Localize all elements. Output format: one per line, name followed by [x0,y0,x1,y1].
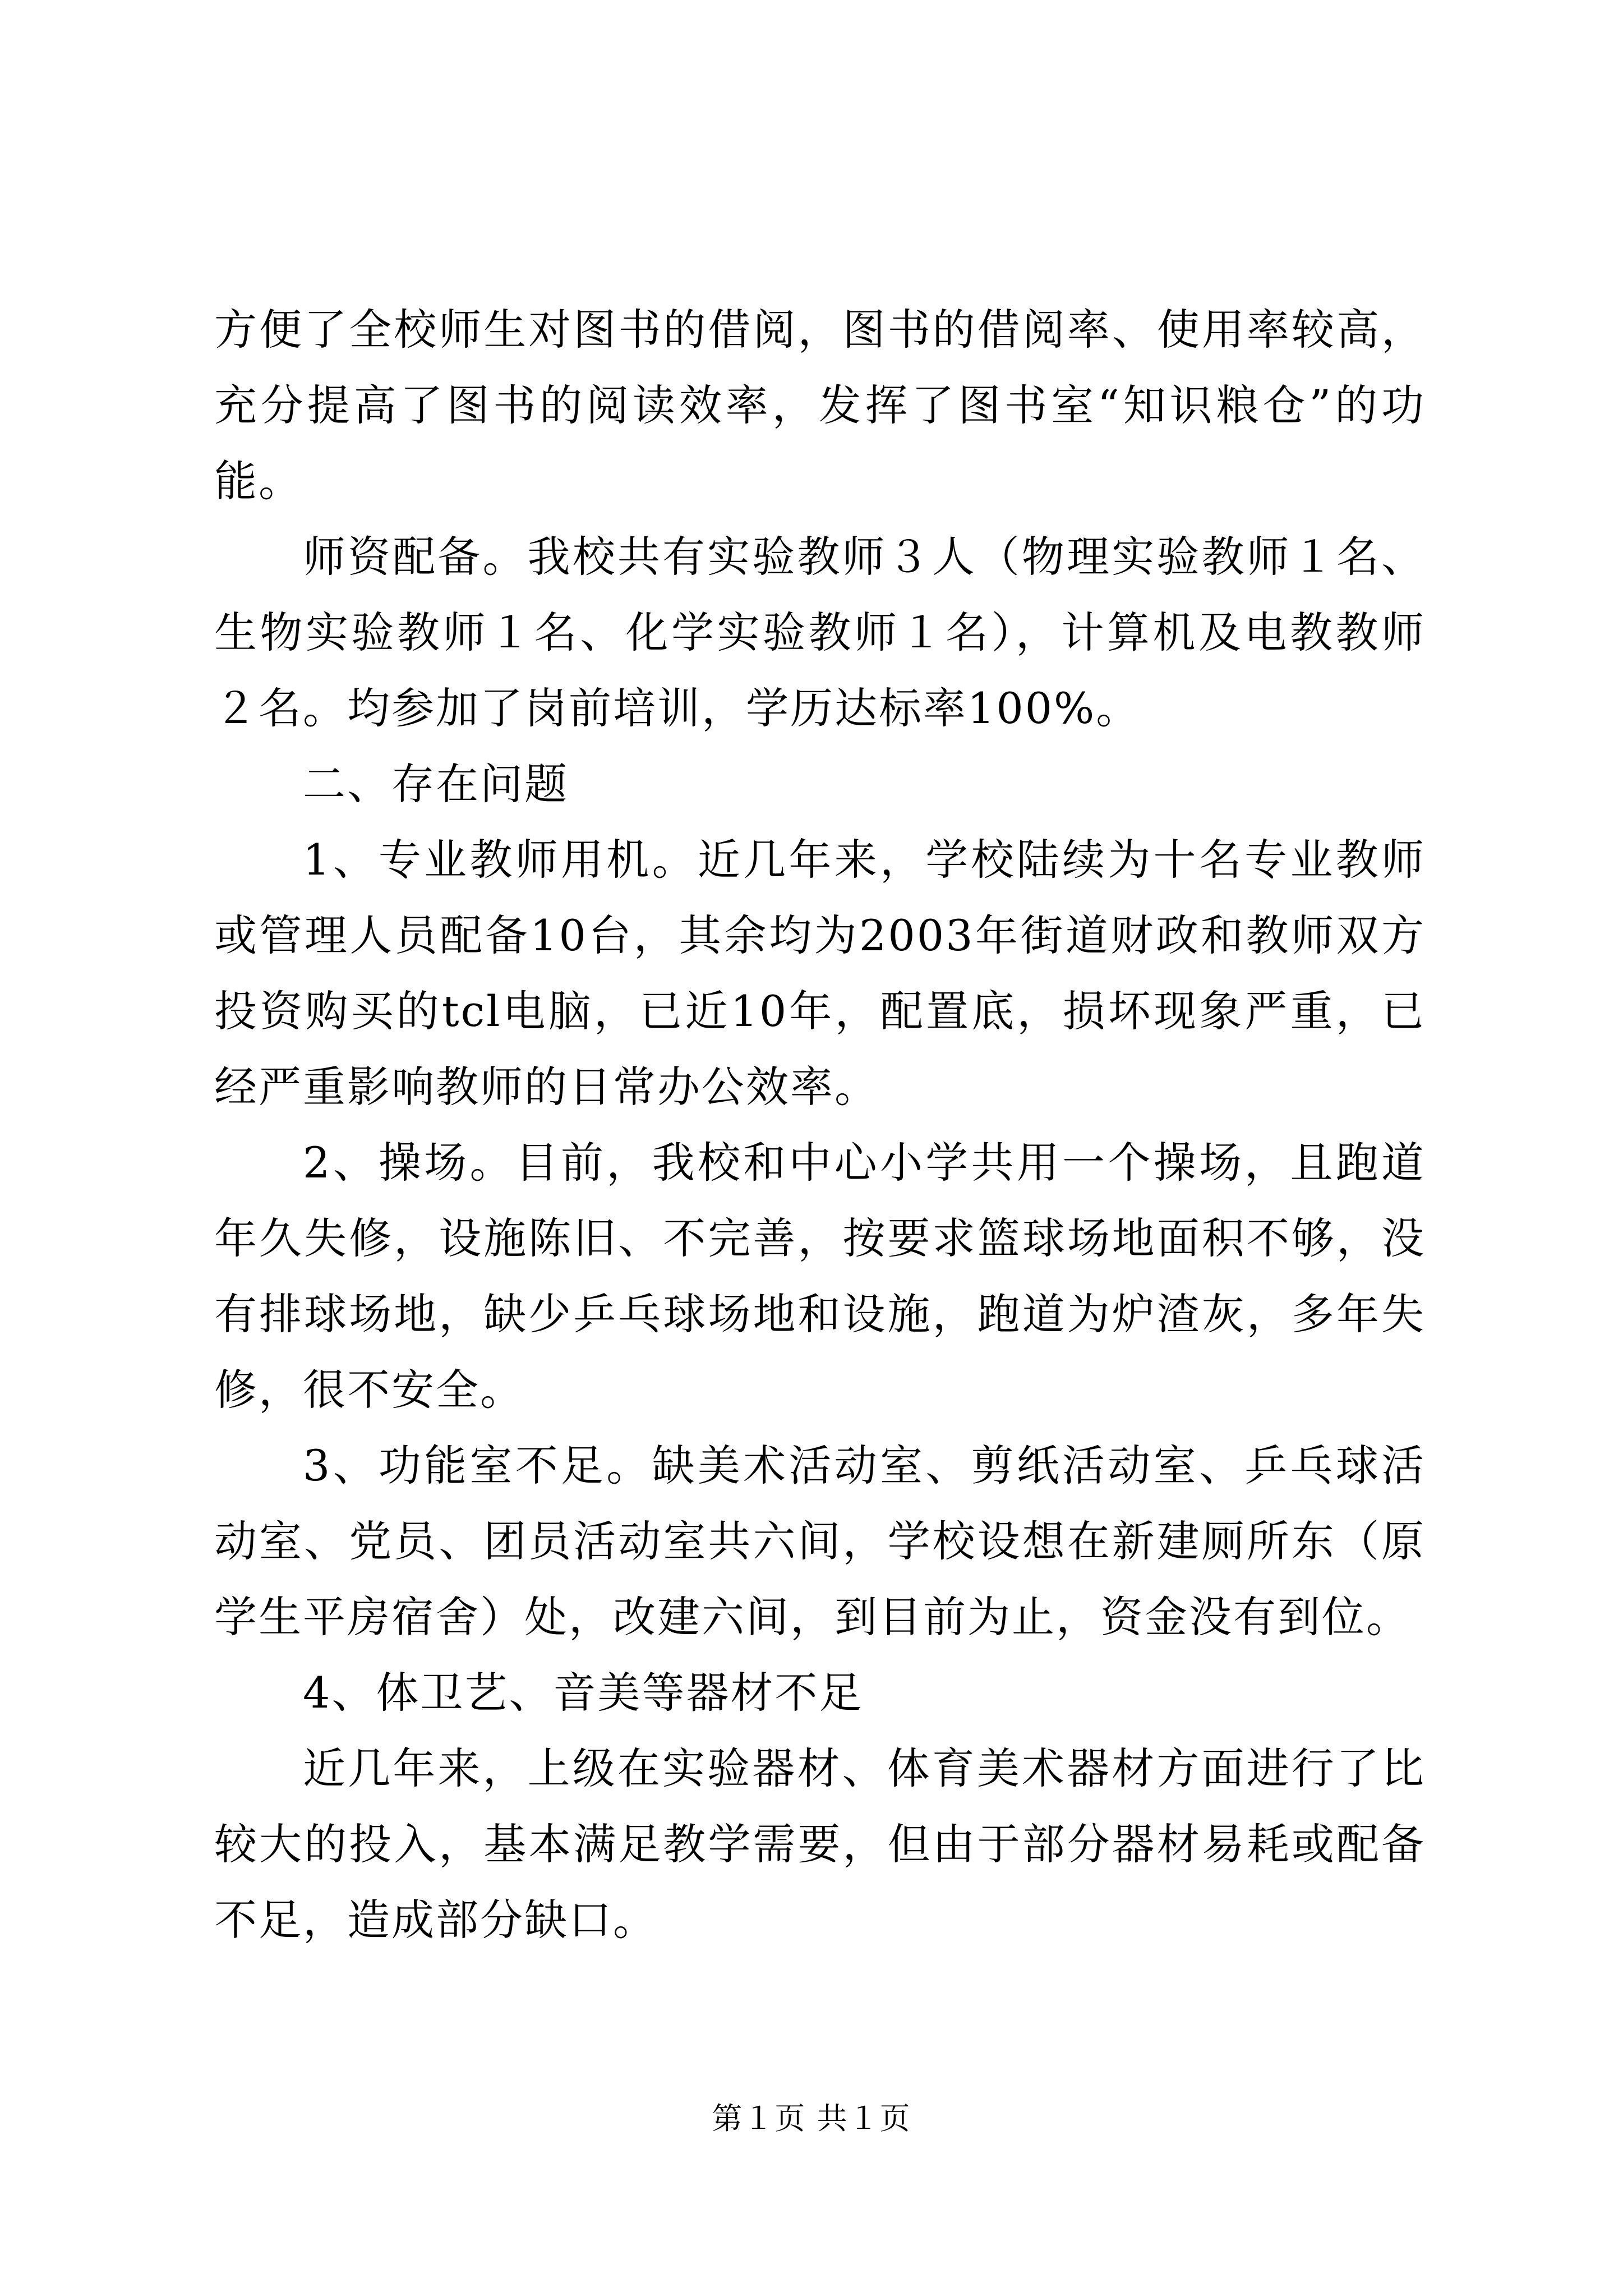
paragraph-library-summary: 方便了全校师生对图书的借阅，图书的借阅率、使用率较高，充分提高了图书的阅读效率，发挥了图书室“知识粮仓”的功能。 [214,305,1426,506]
paragraph-problem-computers: 1、专业教师用机。近几年来，学校陆续为十名专业教师或管理人员配备10台，其余均为2003年街道财政和教师双方投资购买的tcl电脑，已近10年，配置底，损坏现象严重，已经严重影响教师的日常办公效率。 [214,835,1426,1112]
document-body [214,292,1426,1958]
paragraph-problem-equipment-heading: 4、体卫艺、音美等器材不足 [303,1668,864,1718]
section-heading-problems: 二、存在问题 [303,759,569,809]
page-number-footer: 第１页 共１页 [712,2101,911,2136]
paragraph-problem-equipment: 近几年来，上级在实验器材、体育美术器材方面进行了比较大的投入，基本满足教学需要，但由于部分器材易耗或配备不足，造成部分缺口。 [214,1743,1426,1945]
paragraph-problem-function-rooms: 3、功能室不足。缺美术活动室、剪纸活动室、乒乓球活动室、党员、团员活动室共六间，学校设想在新建厕所东（原学生平房宿舍）处，改建六间，到目前为止，资金没有到位。 [214,1441,1426,1642]
paragraph-problem-playground: 2、操场。目前，我校和中心小学共用一个操场，且跑道年久失修，设施陈旧、不完善，按要求篮球场地面积不够，没有排球场地，缺少乒乓球场地和设施，跑道为炉渣灰，多年失修，很不安全。 [214,1138,1426,1415]
paragraph-teacher-staffing: 师资配备。我校共有实验教师３人（物理实验教师１名、生物实验教师１名、化学实验教师１名），计算机及电教教师２名。均参加了岗前培训，学历达标率100%。 [214,532,1426,733]
